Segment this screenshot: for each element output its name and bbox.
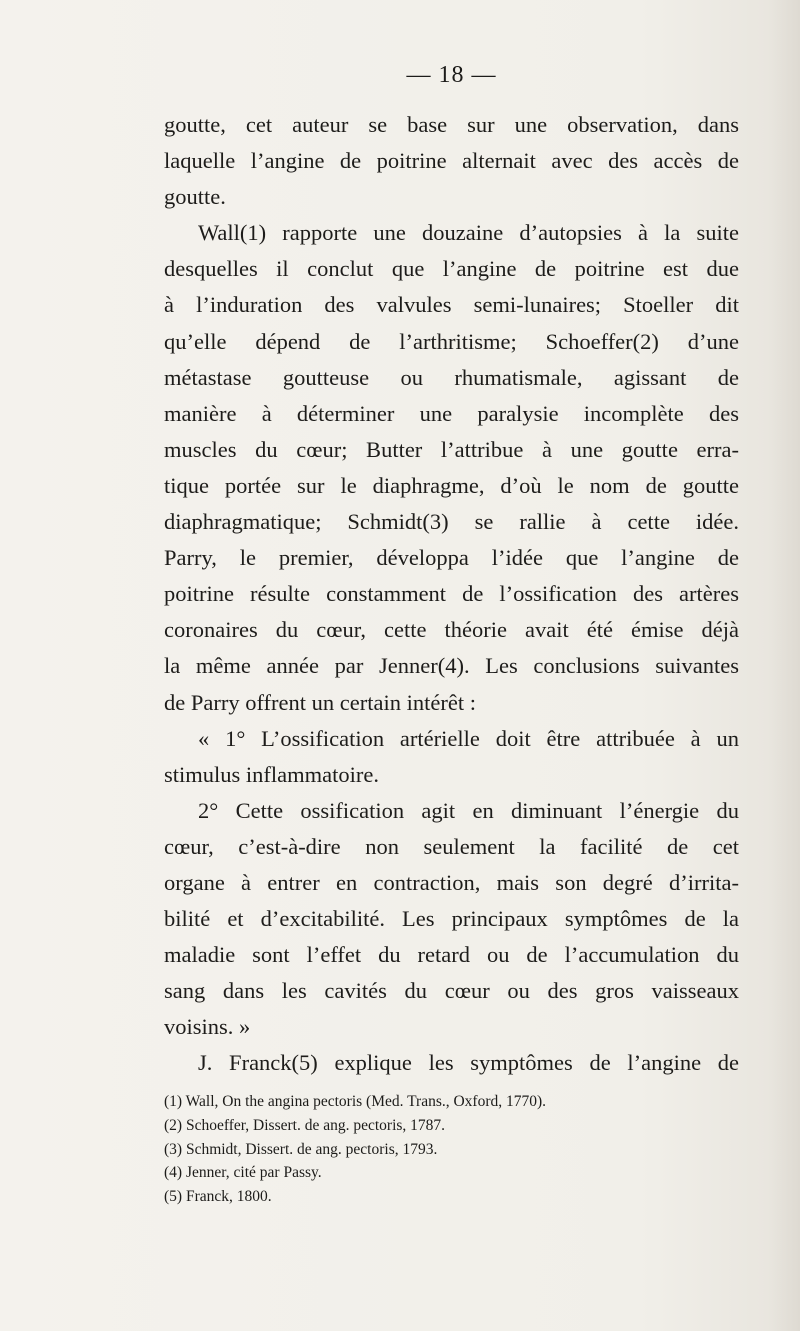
quote-line: « 1° L’ossification artérielle doit être attribuée à un	[198, 725, 739, 751]
body-line: laquelle l’angine de poitrine alternait avec des accès de	[164, 148, 739, 174]
body-line: à l’induration des valvules semi-lunaires; Stoeller dit	[164, 292, 739, 318]
body-line: goutte.	[164, 184, 226, 210]
body-line: manière à déterminer une paralysie incomplète des	[164, 400, 739, 426]
body-line: Wall(1) rapporte une douzaine d’autopsies à la suite	[198, 220, 739, 246]
page-number: — 18 —	[406, 62, 497, 88]
footnote: (4) Jenner, cité par Passy.	[164, 1164, 322, 1182]
body-line: la même année par Jenner(4). Les conclusions suivantes	[164, 653, 739, 679]
body-line: J. Franck(5) explique les symptômes de l’angine de	[198, 1050, 739, 1076]
body-line: muscles du cœur; Butter l’attribue à une goutte erra-	[164, 436, 739, 462]
body-line: poitrine résulte constamment de l’ossification des artères	[164, 581, 739, 607]
quote-line: organe à entrer en contraction, mais son degré d’irrita-	[164, 869, 739, 895]
body-line: Parry, le premier, développa l’idée que l’angine de	[164, 545, 739, 571]
footnote: (5) Franck, 1800.	[164, 1188, 272, 1206]
body-line: qu’elle dépend de l’arthritisme; Schoeffer(2) d’une	[164, 328, 739, 354]
quote-line: bilité et d’excitabilité. Les principaux symptômes de la	[164, 906, 739, 932]
footnote: (2) Schoeffer, Dissert. de ang. pectoris, 1787.	[164, 1116, 446, 1134]
footnotes	[164, 1090, 739, 1209]
body-line: goutte, cet auteur se base sur une observation, dans	[164, 112, 739, 137]
body-text	[164, 107, 739, 1082]
body-line: tique portée sur le diaphragme, d’où le nom de goutte	[164, 472, 739, 498]
quote-line: cœur, c’est-à-dire non seulement la facilité de cet	[164, 833, 739, 859]
footnote: (1) Wall, On the angina pectoris (Med. Trans., Oxford, 1770).	[164, 1093, 547, 1110]
body-line: de Parry offrent un certain intérêt :	[164, 689, 476, 715]
body-line: diaphragmatique; Schmidt(3) se rallie à cette idée.	[164, 509, 739, 535]
body-line: coronaires du cœur, cette théorie avait été émise déjà	[164, 617, 739, 643]
quote-line: sang dans les cavités du cœur ou des gros vaisseaux	[164, 978, 739, 1004]
quote-line: stimulus inflammatoire.	[164, 761, 379, 787]
quote-line: voisins. »	[164, 1014, 251, 1040]
quote-line: maladie sont l’effet du retard ou de l’accumulation du	[164, 942, 739, 968]
body-line: métastase goutteuse ou rhumatismale, agissant de	[164, 364, 739, 390]
quote-line: 2° Cette ossification agit en diminuant l’énergie du	[198, 797, 739, 823]
footnote: (3) Schmidt, Dissert. de ang. pectoris, 1793.	[164, 1140, 438, 1158]
body-line: desquelles il conclut que l’angine de poitrine est due	[164, 256, 739, 282]
